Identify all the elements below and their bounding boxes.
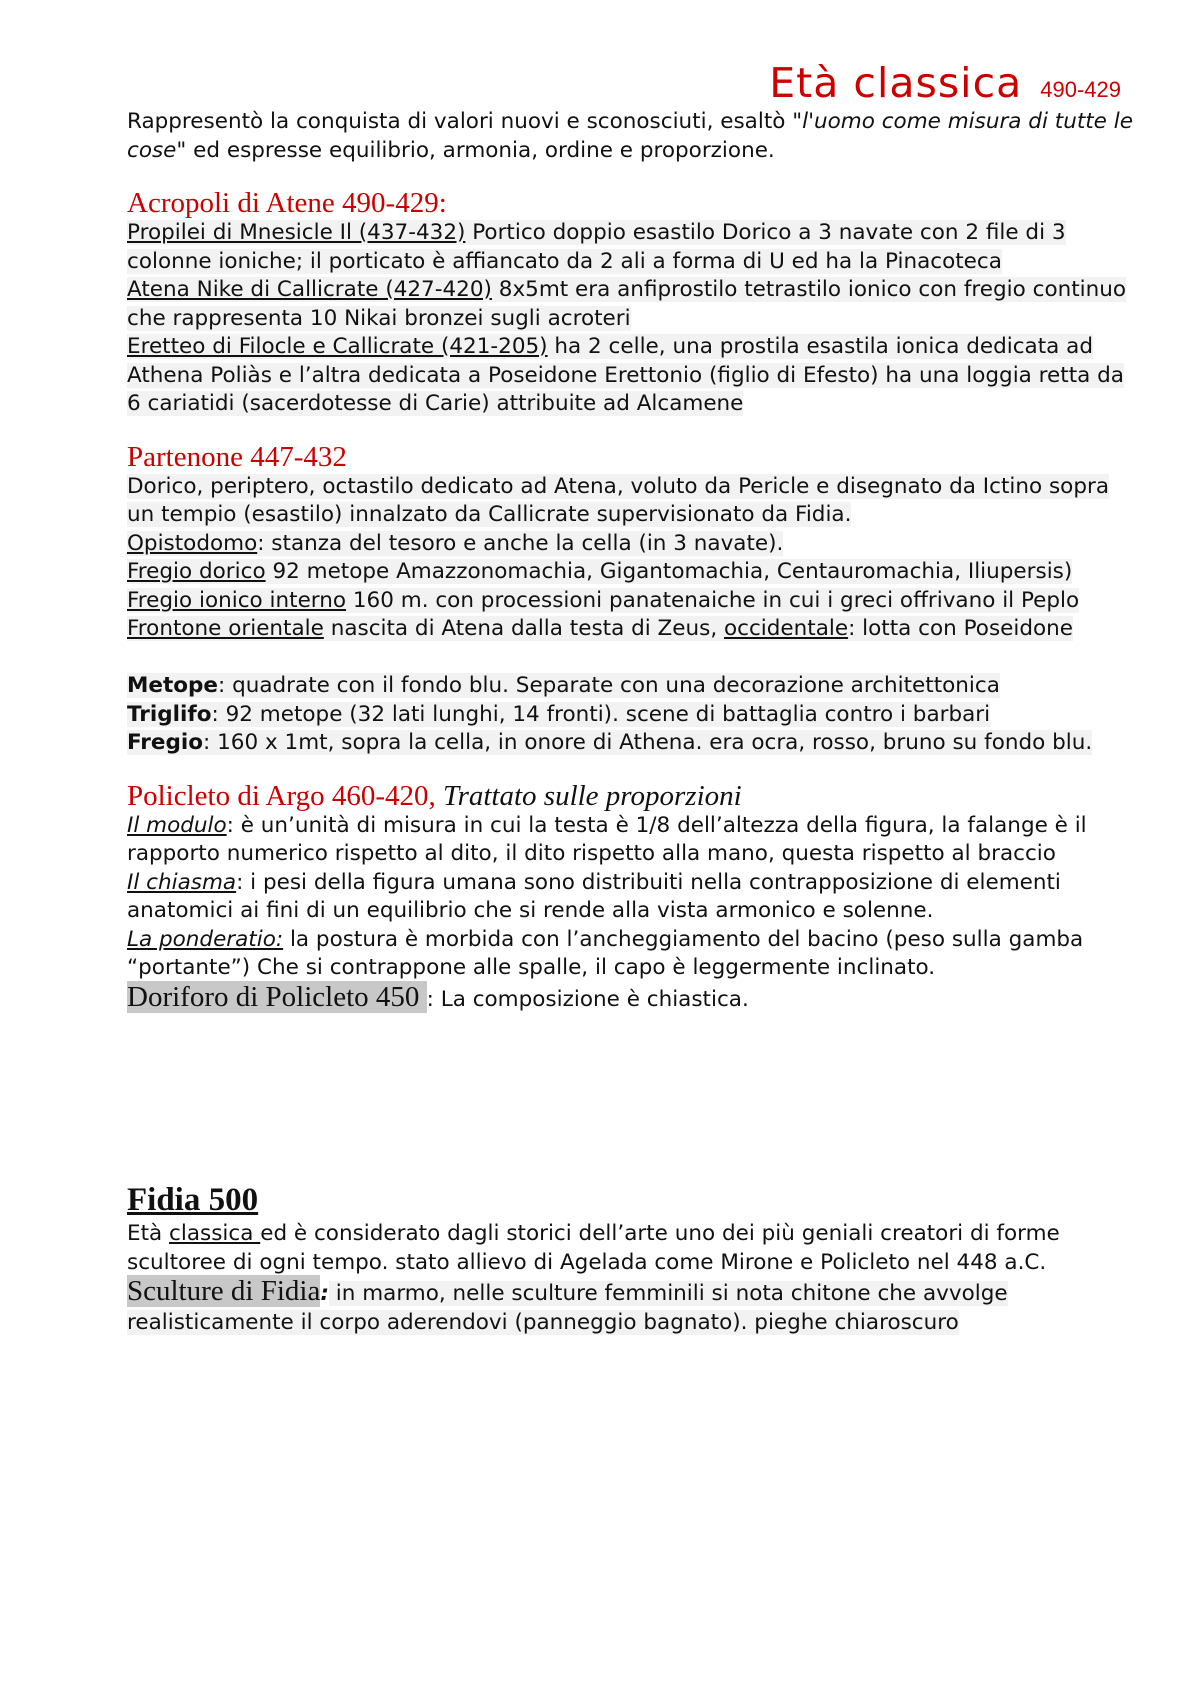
propilei-text: Portico doppio esastilo Dorico a 3 navate con 2 file di 3 colonne ioniche; il porticato è affiancato da 2 ali a forma di U ed ha la Pinacoteca (127, 220, 1066, 274)
spacer (127, 165, 1137, 187)
nike-paragraph (127, 276, 1137, 333)
fregio-dorico-paragraph (127, 558, 1137, 587)
eretteo-text: ha 2 celle, una prostila esastila ionica dedicata ad Athena Poliàs e l’altra dedicata a Poseidone Erettonio (figlio di Efesto) ha una loggia retta da 6 cariatidi (sacerdotesse di Carie) attribuite ad Alcamene (127, 334, 1124, 416)
propilei-paragraph (127, 219, 1137, 276)
fregio-dorico-title: Fregio dorico (127, 559, 266, 584)
fregio-ionico-text: 160 m. con processioni panatenaiche in cui i greci offrivano il Peplo (346, 587, 1080, 613)
policleto-heading (127, 780, 1137, 812)
modulo-paragraph (127, 812, 1137, 869)
ponderatio-text: la postura è morbida con l’ancheggiamento del bacino (peso sulla gamba “portante”) Che si contrappone alle spalle, il capo è leggermente inclinato. (127, 926, 1084, 980)
metope-label: Metope (127, 673, 218, 698)
document-title (127, 58, 1137, 108)
fregio-paragraph (127, 729, 1137, 758)
eretteo-title: Eretteo di Filocle e Callicrate (421-205) (127, 334, 548, 359)
intro-quote: l'uomo come misura di tutte le cose (127, 109, 1133, 163)
fregio-dorico-text: 92 metope Amazzonomachia, Gigantomachia, Centauromachia, Iliupersis) (265, 559, 1073, 584)
title-dates: 490-429 (1040, 77, 1121, 102)
ponderatio-paragraph (127, 926, 1137, 983)
partenone-description (127, 473, 1137, 530)
sculture-text: in marmo, nelle sculture femminili si nota chitone che avvolge realisticamente il corpo aderendovi (panneggio bagnato). pieghe chiaroscuro (127, 1281, 1008, 1335)
opistodomo-title: Opistodomo (127, 530, 258, 556)
sculture-paragraph (127, 1277, 1137, 1337)
triglifo-label: Triglifo (127, 701, 212, 727)
doriforo-text: : La composizione è chiastica. (426, 986, 749, 1012)
ponderatio-title: La ponderatio: (127, 926, 284, 952)
doriforo-title: Doriforo di Policleto 450 (127, 980, 427, 1013)
opistodomo-paragraph (127, 530, 1137, 559)
fidia-heading: Fidia 500 (127, 1182, 259, 1218)
fidia-text-end: ed è considerato dagli storici dell’arte uno dei più geniali creatori di forme scultoree di ogni tempo. stato allievo di Agelada come Mirone e Policleto nel 448 a.C. (127, 1221, 1060, 1275)
title-main: Età classica (769, 59, 1023, 107)
intro-paragraph (127, 108, 1137, 165)
fregio-ionico-paragraph (127, 587, 1137, 616)
metope-text: : quadrate con il fondo blu. Separate con una decorazione architettonica (218, 673, 1000, 698)
partenone-heading: Partenone 447-432 (127, 440, 347, 473)
triglifo-paragraph (127, 701, 1137, 730)
modulo-text: : è un’unità di misura in cui la testa è 1/8 dell’altezza della figura, la falange è il rapporto numerico rispetto al dito, il dito rispetto alla mano, questa rispetto al braccio (127, 812, 1087, 866)
policleto-heading-text: Policleto di Argo 460-420, (127, 779, 444, 812)
fidia-paragraph (127, 1220, 1137, 1277)
metope-paragraph (127, 672, 1137, 701)
fidia-text-start: Età (127, 1221, 170, 1246)
intro-text-end: " ed espresse equilibrio, armonia, ordine e proporzione. (176, 137, 775, 163)
doriforo-paragraph (127, 980, 1137, 1015)
frontone-title: Frontone orientale (127, 616, 324, 641)
fidia-classica-link: classica (169, 1221, 261, 1246)
spacer (127, 758, 1137, 780)
spacer (127, 1014, 1137, 1180)
occidentale-title: occidentale (724, 616, 849, 641)
intro-text-start: Rappresentò la conquista di valori nuovi e sconosciuti, esaltò " (127, 109, 803, 134)
fregio-ionico-title: Fregio ionico interno (127, 587, 347, 613)
modulo-title: Il modulo (127, 812, 227, 838)
acropoli-heading: Acropoli di Atene 490-429: (127, 187, 447, 219)
sculture-title: Sculture di Fidia (127, 1275, 321, 1307)
propilei-title: Propilei di Mnesicle Il (437-432) (127, 220, 466, 245)
chiasma-paragraph (127, 869, 1137, 926)
triglifo-text: : 92 metope (32 lati lunghi, 14 fronti). scene di battaglia contro i barbari (211, 701, 991, 727)
fregio-label: Fregio (127, 730, 204, 755)
sculture-colon: : (320, 1281, 329, 1306)
spacer (127, 419, 1137, 441)
eretteo-paragraph (127, 333, 1137, 419)
opistodomo-text: : stanza del tesoro e anche la cella (in 3 navate). (257, 530, 784, 556)
frontone-text: nascita di Atena dalla testa di Zeus, (323, 616, 724, 641)
chiasma-title: Il chiasma (127, 869, 237, 895)
nike-text: 8x5mt era anfiprostilo tetrastilo ionico con fregio continuo che rappresenta 10 Nikai bronzei sugli acroteri (127, 277, 1127, 331)
document-content (127, 58, 1137, 1337)
occidentale-text: : lotta con Poseidone (848, 616, 1073, 641)
fregio-text: : 160 x 1mt, sopra la cella, in onore di Athena. era ocra, rosso, bruno su fondo blu. (203, 730, 1093, 755)
frontone-paragraph (127, 615, 1137, 644)
partenone-description-text: Dorico, periptero, octastilo dedicato ad Atena, voluto da Pericle e disegnato da Ictino sopra un tempio (esastilo) innalzato da Callicrate supervisionato da Fidia. (127, 473, 1109, 527)
blank-line (127, 644, 1137, 673)
policleto-heading-italic: Trattato sulle proporzioni (443, 779, 742, 812)
nike-title: Atena Nike di Callicrate (427-420) (127, 277, 492, 302)
chiasma-text: : i pesi della figura umana sono distribuiti nella contrapposizione di elementi anatomici ai fini di un equilibrio che si rende alla vista armonico e solenne. (127, 869, 1061, 923)
